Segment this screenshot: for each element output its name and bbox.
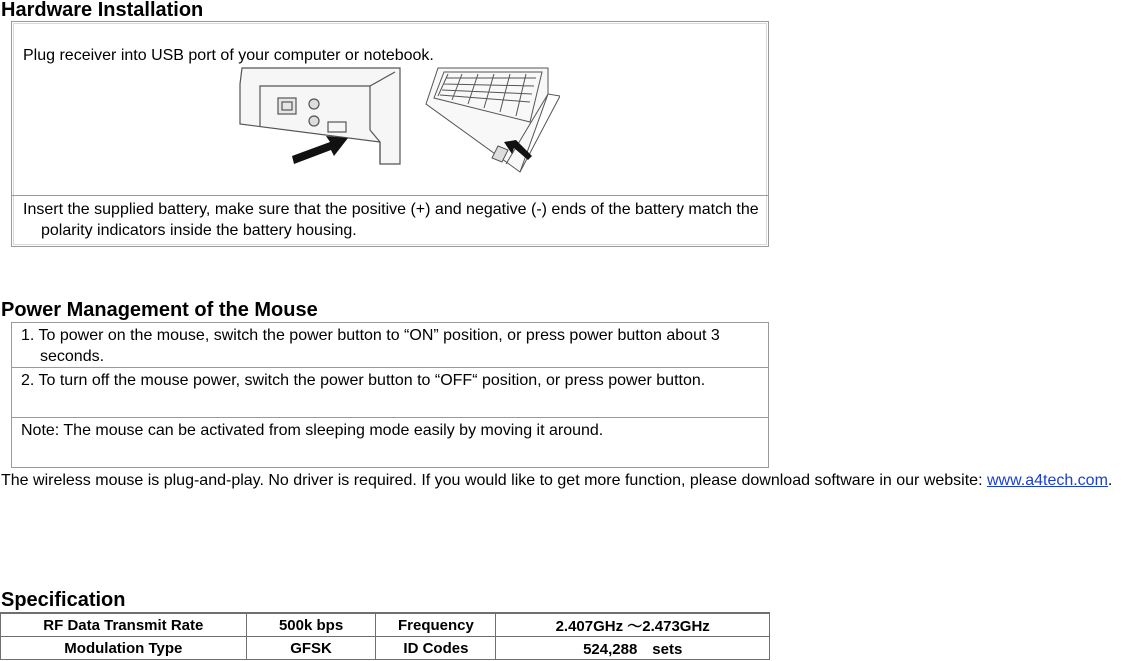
power-off-row [11,367,769,418]
install-step-plug-receiver: Plug receiver into USB port of your computer or notebook. [23,47,434,64]
hardware-installation-box [11,21,769,247]
spec-value-rf-rate: 500k bps [246,613,376,637]
spec-label-id-codes: ID Codes [376,637,496,660]
install-row-divider [12,195,768,196]
spec-value-id-codes: 524,288 sets [496,637,770,660]
sleep-note-row [11,417,769,468]
spec-label-modulation: Modulation Type [1,637,247,660]
power-management-heading: Power Management of the Mouse [1,299,318,321]
power-on-instruction: 1. To power on the mouse, switch the power button to “ON” position, or press power button about 3 seconds. [21,327,720,365]
spec-row [1,613,770,637]
specification-heading: Specification [1,589,126,611]
spec-value-frequency: 2.407GHz ～2.473GHz [496,613,770,637]
driver-note [1,470,1144,491]
spec-label-rf-rate: RF Data Transmit Rate [1,613,247,637]
power-on-row [11,322,769,368]
sleep-mode-note: Note: The mouse can be activated from sleeping mode easily by moving it around. [21,422,604,439]
driver-note-text: The wireless mouse is plug-and-play. No driver is required. If you would like to get more function, please download software in our website: [1,472,987,489]
hardware-installation-heading: Hardware Installation [1,0,204,21]
spec-value-modulation: GFSK [246,637,376,660]
spec-row [1,637,770,660]
spec-label-frequency: Frequency [376,613,496,637]
usb-receiver-illustration [230,64,560,176]
website-link[interactable]: www.a4tech.com [986,472,1108,489]
driver-note-suffix: . [1107,472,1113,489]
power-off-instruction: 2. To turn off the mouse power, switch the power button to “OFF“ position, or press power button. [21,372,706,389]
specification-table [0,612,770,660]
install-step-battery: Insert the supplied battery, make sure that the positive (+) and negative (-) ends of the battery match the polarity indicators inside the battery housing. [23,201,759,239]
